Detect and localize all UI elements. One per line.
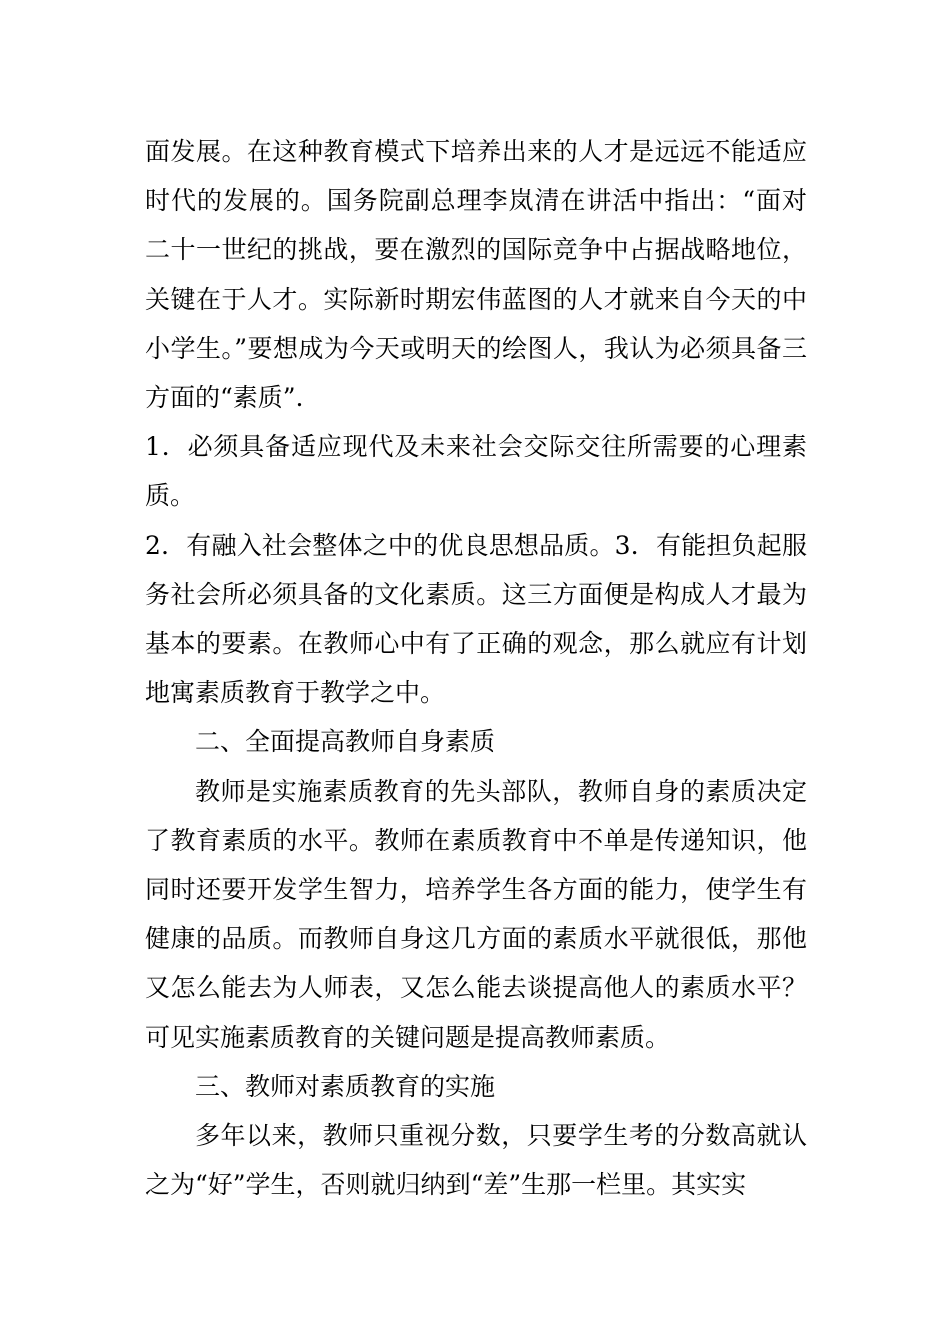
- document-body: [145, 127, 807, 1209]
- paragraph-continuation: 面发展。在这种教育模式下培养出来的人才是远远不能适应时代的发展的。国务院副总理李岚清在讲活中指出：“面对二十一世纪的挑战，要在激烈的国际竞争中占据战略地位，关键在于人才。实际新时期宏伟蓝图的人才就来自今天的中小学生。”要想成为今天或明天的绘图人，我认为必须具备三方面的“素质”.: [145, 137, 807, 413]
- section-heading-3: 三、教师对素质教育的实施: [195, 1071, 496, 1101]
- list-item-1: 1．必须具备适应现代及未来社会交际交往所需要的心理素质。: [145, 432, 807, 511]
- section-heading-2: 二、全面提高教师自身素质: [195, 727, 496, 757]
- paragraph-teacher-quality: 教师是实施素质教育的先头部队，教师自身的素质决定了教育素质的水平。教师在素质教育中不单是传递知识，他同时还要开发学生智力，培养学生各方面的能力，使学生有健康的品质。而教师自身这几方面的素质水平就很低，那他又怎么能去为人师表，又怎么能去谈提高他人的素质水平？可见实施素质教育的关键问题是提高教师素质。: [145, 776, 807, 1052]
- paragraph-implementation: 多年以来，教师只重视分数，只要学生考的分数高就认之为“好”学生，否则就归纳到“差”生那一栏里。其实实: [145, 1121, 807, 1200]
- list-item-2-3: 2．有融入社会整体之中的优良思想品质。3．有能担负起服务社会所必须具备的文化素质。这三方面便是构成人才最为基本的要素。在教师心中有了正确的观念，那么就应有计划地寓素质教育于教学之中。: [145, 530, 807, 708]
